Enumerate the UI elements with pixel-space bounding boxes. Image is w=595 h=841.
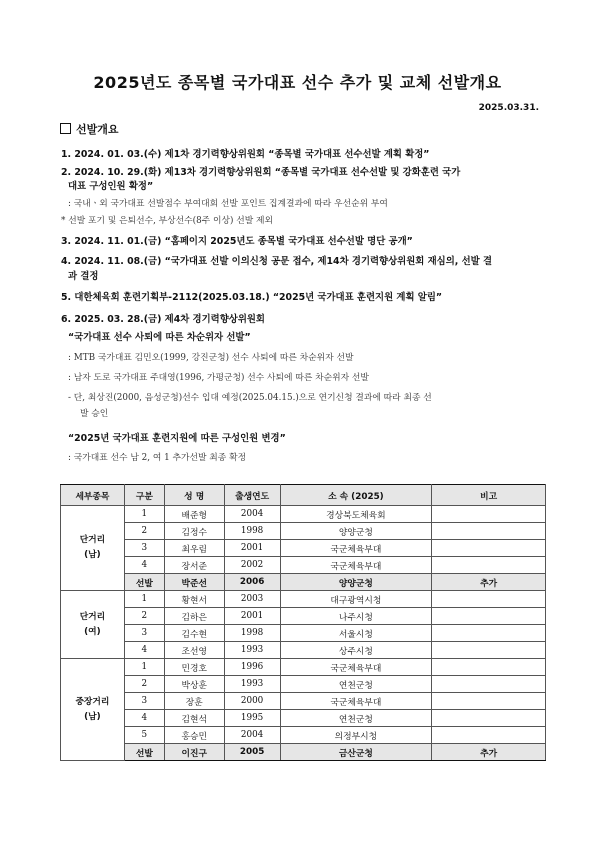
table-row <box>61 608 546 625</box>
checkbox-square-icon <box>60 123 71 134</box>
name-cell: 배준형 <box>164 506 224 523</box>
name-cell: 박준선 <box>164 574 224 591</box>
event-cell <box>61 659 125 761</box>
name-cell: 홍승민 <box>164 727 224 744</box>
affiliation-cell: 국군체육부대 <box>280 693 432 710</box>
table-row <box>61 540 546 557</box>
item-subheading: “국가대표 선수 사퇴에 따른 차순위자 선발” <box>68 332 251 343</box>
birth-year-cell: 2005 <box>224 744 280 761</box>
birth-year-cell: 1998 <box>224 625 280 642</box>
column-header: 소 속 (2025) <box>280 485 432 506</box>
name-cell: 김현석 <box>164 710 224 727</box>
affiliation-cell: 금산군청 <box>280 744 432 761</box>
item-subheading: “2025년 국가대표 훈련지원에 따른 구성인원 변경” <box>68 433 286 444</box>
category-cell: 3 <box>124 693 164 710</box>
table-row <box>61 523 546 540</box>
name-cell: 조선영 <box>164 642 224 659</box>
category-cell: 1 <box>124 659 164 676</box>
name-cell: 황현서 <box>164 591 224 608</box>
category-cell: 3 <box>124 625 164 642</box>
table-row <box>61 710 546 727</box>
affiliation-cell: 대구광역시청 <box>280 591 432 608</box>
table-row <box>61 642 546 659</box>
section-heading <box>60 121 119 137</box>
column-header: 출생연도 <box>224 485 280 506</box>
table-row <box>61 591 546 608</box>
table-row <box>61 506 546 523</box>
item-note: : 국가대표 선수 남 2, 여 1 추가선발 최종 확정 <box>68 453 247 463</box>
name-cell: 김하은 <box>164 608 224 625</box>
remark-cell <box>432 693 546 710</box>
category-cell: 2 <box>124 523 164 540</box>
remark-cell <box>432 523 546 540</box>
document-title: 2025년도 종목별 국가대표 선수 추가 및 교체 선발개요 <box>93 73 502 92</box>
remark-cell <box>432 540 546 557</box>
birth-year-cell: 2002 <box>224 557 280 574</box>
birth-year-cell: 2004 <box>224 727 280 744</box>
event-cell <box>61 506 125 591</box>
item-note: - 단, 최상진(2000, 음성군청)선수 입대 예정(2025.04.15.)으로 연기신청 결과에 따라 최종 선 <box>68 393 432 403</box>
table-row <box>61 625 546 642</box>
name-cell: 최우림 <box>164 540 224 557</box>
affiliation-cell: 국군체육부대 <box>280 557 432 574</box>
remark-cell: 추가 <box>432 744 546 761</box>
remark-cell <box>432 608 546 625</box>
birth-year-cell: 1995 <box>224 710 280 727</box>
category-cell: 2 <box>124 676 164 693</box>
item-line-2-cont: 대표 구성인원 확정” <box>68 181 154 192</box>
birth-year-cell: 2006 <box>224 574 280 591</box>
birth-year-cell: 2001 <box>224 540 280 557</box>
birth-year-cell: 1993 <box>224 676 280 693</box>
remark-cell <box>432 557 546 574</box>
affiliation-cell: 국군체육부대 <box>280 540 432 557</box>
affiliation-cell: 연천군청 <box>280 710 432 727</box>
birth-year-cell: 1993 <box>224 642 280 659</box>
category-cell: 1 <box>124 506 164 523</box>
name-cell: 박상훈 <box>164 676 224 693</box>
name-cell: 김정수 <box>164 523 224 540</box>
remark-cell <box>432 591 546 608</box>
table-row <box>61 727 546 744</box>
item-line-4: 4. 2024. 11. 08.(금) “국가대표 선발 이의신청 공문 접수, 제14차 경기력향상위원회 재심의, 선발 결 <box>61 256 493 267</box>
category-cell: 2 <box>124 608 164 625</box>
table-row <box>61 744 546 761</box>
event-label: (여) <box>84 626 101 637</box>
category-cell: 선발 <box>124 574 164 591</box>
item-line-4-cont: 과 결정 <box>68 271 99 282</box>
item-line-2: 2. 2024. 10. 29.(화) 제13차 경기력향상위원회 “종목별 국가대표 선수선발 및 강화훈련 국가 <box>61 167 461 178</box>
remark-cell <box>432 625 546 642</box>
document-date: 2025.03.31. <box>478 103 539 113</box>
table-row <box>61 574 546 591</box>
birth-year-cell: 1998 <box>224 523 280 540</box>
event-label: 중장거리 <box>75 696 110 707</box>
affiliation-cell: 양양군청 <box>280 523 432 540</box>
event-label: 단거리 <box>79 535 106 545</box>
affiliation-cell: 경상북도체육회 <box>280 506 432 523</box>
column-header: 성 명 <box>164 485 224 506</box>
column-header: 세부종목 <box>61 485 125 506</box>
affiliation-cell: 서울시청 <box>280 625 432 642</box>
birth-year-cell: 2003 <box>224 591 280 608</box>
table-row <box>61 659 546 676</box>
item-note-cont: 발 승인 <box>80 409 109 419</box>
category-cell: 4 <box>124 557 164 574</box>
name-cell: 장서준 <box>164 557 224 574</box>
item-line-1: 1. 2024. 01. 03.(수) 제1차 경기력향상위원회 “종목별 국가대표 선수선발 계획 확정” <box>61 149 430 160</box>
remark-cell <box>432 642 546 659</box>
category-cell: 3 <box>124 540 164 557</box>
event-label: 단거리 <box>79 611 106 622</box>
birth-year-cell: 2001 <box>224 608 280 625</box>
affiliation-cell: 상주시청 <box>280 642 432 659</box>
table-row <box>61 557 546 574</box>
item-note: : MTB 국가대표 김민오(1999, 강진군청) 선수 사퇴에 따른 차순위자 선발 <box>68 353 354 363</box>
event-label: (남) <box>84 550 101 560</box>
item-line-3: 3. 2024. 11. 01.(금) “홈페이지 2025년도 종목별 국가대표 선수선발 명단 공개” <box>61 236 413 247</box>
remark-cell <box>432 506 546 523</box>
event-cell <box>61 591 125 659</box>
section-heading-label: 선발개요 <box>76 123 119 136</box>
birth-year-cell: 2000 <box>224 693 280 710</box>
remark-cell: 추가 <box>432 574 546 591</box>
table-row <box>61 693 546 710</box>
affiliation-cell: 연천군청 <box>280 676 432 693</box>
roster-table <box>60 484 546 761</box>
category-cell: 선발 <box>124 744 164 761</box>
category-cell: 4 <box>124 710 164 727</box>
category-cell: 1 <box>124 591 164 608</box>
remark-cell <box>432 676 546 693</box>
remark-cell <box>432 659 546 676</box>
name-cell: 김수현 <box>164 625 224 642</box>
item-note: * 선발 포기 및 은퇴선수, 부상선수(8주 이상) 선발 제외 <box>61 216 273 226</box>
item-line-5: 5. 대한체육회 훈련기획부-2112(2025.03.18.) “2025년 국가대표 훈련지원 계획 알림” <box>61 292 443 303</box>
table-row <box>61 676 546 693</box>
affiliation-cell: 나주시청 <box>280 608 432 625</box>
table-header-row <box>61 485 546 506</box>
birth-year-cell: 2004 <box>224 506 280 523</box>
category-cell: 4 <box>124 642 164 659</box>
name-cell: 민경호 <box>164 659 224 676</box>
item-line-6: 6. 2025. 03. 28.(금) 제4차 경기력향상위원회 <box>61 314 265 325</box>
item-note: : 남자 도로 국가대표 주대영(1996, 가평군청) 선수 사퇴에 따른 차순위자 선발 <box>68 373 369 383</box>
affiliation-cell: 의정부시청 <box>280 727 432 744</box>
column-header: 구분 <box>124 485 164 506</box>
affiliation-cell: 양양군청 <box>280 574 432 591</box>
birth-year-cell: 1996 <box>224 659 280 676</box>
item-note: : 국내ㆍ외 국가대표 선발점수 부여대회 선발 포인트 집계결과에 따라 우선순위 부여 <box>68 199 388 209</box>
remark-cell <box>432 710 546 727</box>
name-cell: 장훈 <box>164 693 224 710</box>
column-header: 비고 <box>432 485 546 506</box>
remark-cell <box>432 727 546 744</box>
affiliation-cell: 국군체육부대 <box>280 659 432 676</box>
name-cell: 이진구 <box>164 744 224 761</box>
category-cell: 5 <box>124 727 164 744</box>
event-label: (남) <box>84 711 101 722</box>
